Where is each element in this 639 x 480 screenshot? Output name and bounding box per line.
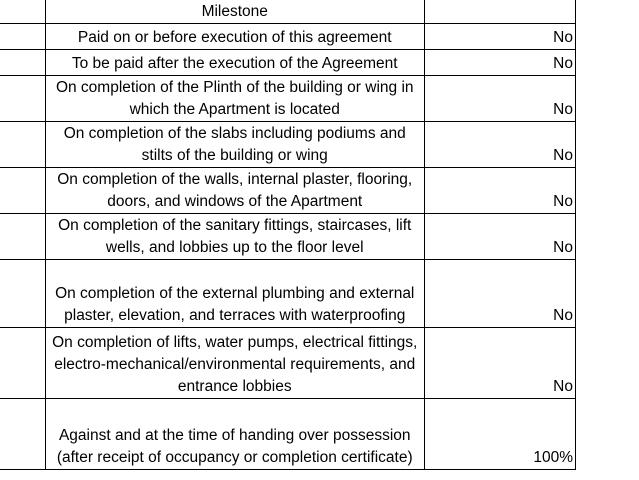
cell-name[interactable]	[0, 260, 45, 328]
header-row	[0, 0, 576, 24]
cell-milestone[interactable]: On completion of the Plinth of the building or wing in which the Apartment is located	[45, 76, 424, 122]
cell-percentage[interactable]: 100%	[424, 399, 575, 470]
cell-milestone[interactable]: To be paid after the execution of the Agreement	[45, 50, 424, 76]
table-row	[0, 214, 576, 260]
table-row	[0, 76, 576, 122]
cell-name[interactable]	[0, 168, 45, 214]
cell-milestone[interactable]: On completion of the walls, internal plaster, flooring, doors, and windows of the Apartment	[45, 168, 424, 214]
cell-name[interactable]	[0, 24, 45, 50]
table-row	[0, 328, 576, 399]
header-cell-percentage[interactable]	[424, 0, 575, 24]
cell-percentage[interactable]: No	[424, 50, 575, 76]
header-cell-milestone[interactable]: Milestone	[45, 0, 424, 24]
table-row	[0, 399, 576, 470]
header-cell-name[interactable]	[0, 0, 45, 24]
table-row	[0, 50, 576, 76]
cell-milestone[interactable]: On completion of the slabs including podiums and stilts of the building or wing	[45, 122, 424, 168]
cell-name[interactable]	[0, 122, 45, 168]
cell-milestone[interactable]: Against and at the time of handing over possession (after receipt of occupancy or completion certificate)	[45, 399, 424, 470]
table-row	[0, 24, 576, 50]
cell-percentage[interactable]: No	[424, 168, 575, 214]
cell-milestone[interactable]: Paid on or before execution of this agreement	[45, 24, 424, 50]
cell-milestone[interactable]: On completion of the sanitary fittings, staircases, lift wells, and lobbies up to the floor level	[45, 214, 424, 260]
cell-percentage[interactable]: No	[424, 122, 575, 168]
cell-percentage[interactable]: No	[424, 76, 575, 122]
table-row	[0, 168, 576, 214]
cell-percentage[interactable]: No	[424, 214, 575, 260]
cell-name[interactable]	[0, 214, 45, 260]
cell-name[interactable]	[0, 328, 45, 399]
cell-name[interactable]	[0, 76, 45, 122]
cell-percentage[interactable]: No	[424, 24, 575, 50]
cell-milestone[interactable]: On completion of the external plumbing and external plaster, elevation, and terraces with waterproofing	[45, 260, 424, 328]
cell-percentage[interactable]: No	[424, 328, 575, 399]
cell-percentage[interactable]: No	[424, 260, 575, 328]
table-row	[0, 260, 576, 328]
table-row	[0, 122, 576, 168]
cell-milestone[interactable]: On completion of lifts, water pumps, electrical fittings, electro-mechanical/environmental requirements, and entrance lobbies	[45, 328, 424, 399]
cell-name[interactable]	[0, 399, 45, 470]
cell-name[interactable]	[0, 50, 45, 76]
